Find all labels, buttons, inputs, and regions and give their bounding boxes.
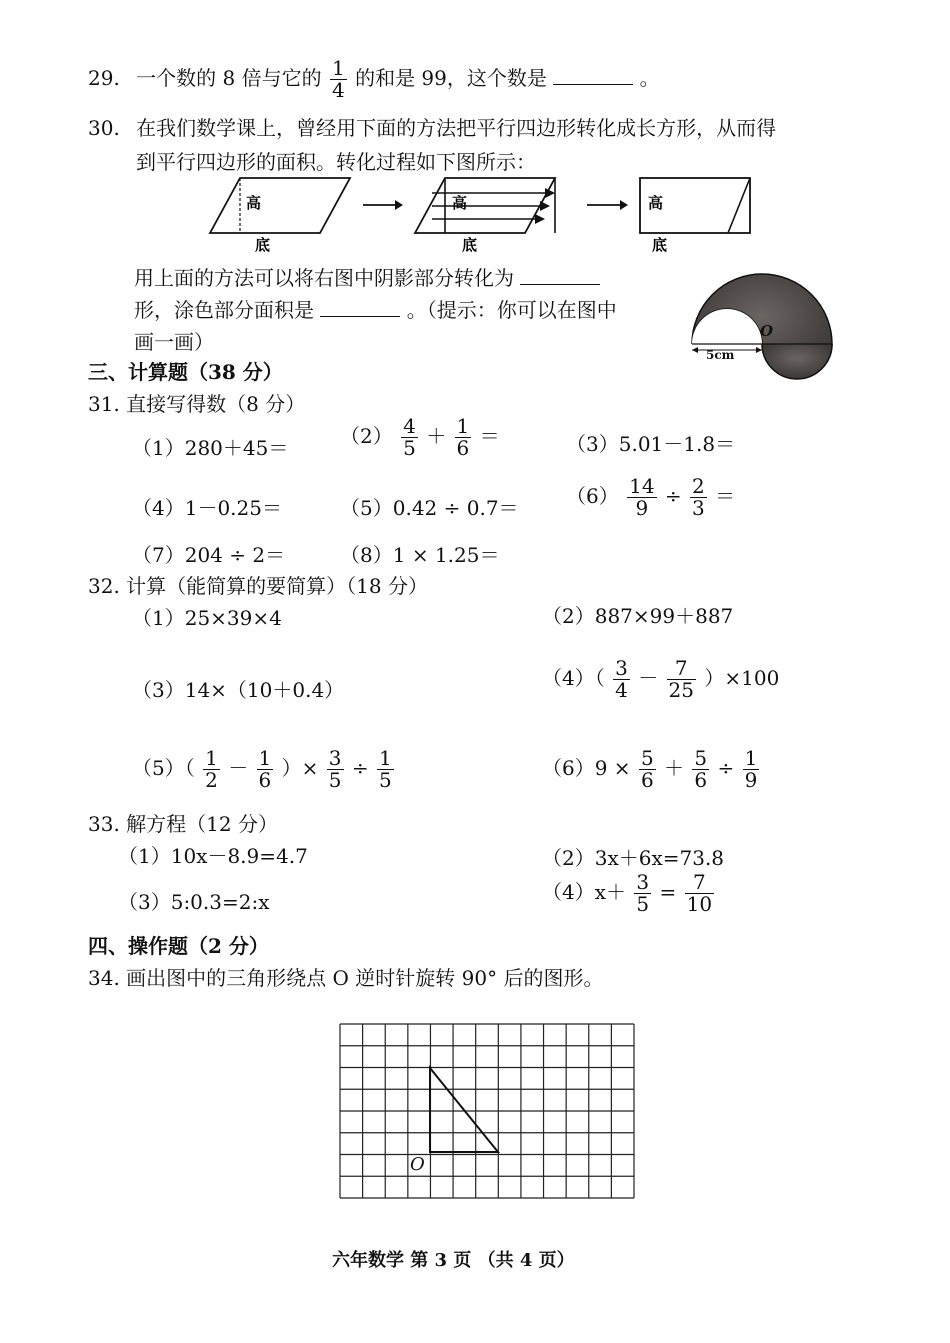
fraction: $\frac{1}{4}$ xyxy=(331,56,345,102)
fraction: $\frac{3}{4}$ xyxy=(615,656,628,702)
height-label: 高 xyxy=(648,194,664,212)
fraction: $\frac{14}{9}$ xyxy=(629,474,655,520)
fraction: $\frac{1}{9}$ xyxy=(744,746,758,792)
q32-item-5: （5）（ $\frac{1}{2}$ － $\frac{1}{6}$ ）× $\frac{3}{5}$ ÷ $\frac{1}{5}$ xyxy=(132,746,392,792)
q33-item-1: （1）10x－8.9=4.7 xyxy=(118,844,308,868)
q32-item-1: （1）25×39×4 xyxy=(132,606,282,630)
base-label: 底 xyxy=(652,236,668,254)
q32-item-3: （3）14×（10＋0.4） xyxy=(132,678,345,702)
fraction: $\frac{1}{2}$ xyxy=(205,746,218,792)
question-29: 29. 一个数的 8 倍与它的 $\frac{1}{4}$ 的和是 99，这个数是 。 xyxy=(88,56,660,102)
q31-item-1: （1）280＋45＝ xyxy=(132,436,289,460)
height-label: 高 xyxy=(246,194,262,212)
answer-blank-area[interactable] xyxy=(320,298,400,317)
answer-blank-shape[interactable] xyxy=(520,266,600,285)
fraction: $\frac{7}{25}$ xyxy=(668,656,694,702)
fraction: $\frac{1}{6}$ xyxy=(258,746,272,792)
answer-blank[interactable] xyxy=(553,66,633,85)
fraction: $\frac{5}{6}$ xyxy=(694,746,708,792)
fraction: $\frac{3}{5}$ xyxy=(636,870,650,916)
q31-item-8: （8）1 × 1.25＝ xyxy=(340,543,500,567)
q31-item-5: （5）0.42 ÷ 0.7＝ xyxy=(340,496,519,520)
question-30-line5: 画一画） xyxy=(134,330,214,354)
q31-item-6: （6） $\frac{14}{9}$ ÷ $\frac{2}{3}$ ＝ xyxy=(566,474,736,520)
fraction: $\frac{1}{6}$ xyxy=(456,414,470,460)
q32-item-6: （6）9 × $\frac{5}{6}$ ＋ $\frac{5}{6}$ ÷ $\frac{1}{9}$ xyxy=(542,746,758,792)
question-34: 34. 画出图中的三角形绕点 O 逆时针旋转 90° 后的图形。 xyxy=(88,966,604,990)
q33-item-4: （4）x＋ $\frac{3}{5}$ = $\frac{7}{10}$ xyxy=(542,870,713,916)
question-30-line2: 到平行四边形的面积。转化过程如下图所示： xyxy=(136,150,536,174)
q31-item-4: （4）1－0.25＝ xyxy=(132,496,282,520)
point-o-label: O xyxy=(410,1154,425,1175)
fraction: $\frac{2}{3}$ xyxy=(692,474,705,520)
question-text: 一个数的 8 倍与它的 xyxy=(136,66,322,90)
height-label: 高 xyxy=(452,194,468,212)
section-title-4: 四、操作题（2 分） xyxy=(88,934,269,958)
q31-item-3: （3）5.01－1.8＝ xyxy=(566,432,736,456)
base-label: 底 xyxy=(462,236,478,254)
q31-item-2: （2） $\frac{4}{5}$ ＋ $\frac{1}{6}$ ＝ xyxy=(340,414,500,460)
question-32-title: 32. 计算（能简算的要简算）（18 分） xyxy=(88,574,428,598)
question-30-line1: 30. 在我们数学课上，曾经用下面的方法把平行四边形转化成长方形，从而得 xyxy=(88,116,777,140)
fraction: $\frac{7}{10}$ xyxy=(686,870,713,916)
question-30-line4: 形，涂色部分面积是 。（提示：你可以在图中 xyxy=(134,298,617,322)
question-number: 29. xyxy=(88,66,120,90)
length-label: 5cm xyxy=(706,348,735,362)
q32-item-4: （4）（ $\frac{3}{4}$ － $\frac{7}{25}$ ）×100 xyxy=(542,656,780,702)
q32-item-2: （2）887×99＋887 xyxy=(542,604,734,628)
question-text: 的和是 99，这个数是 xyxy=(355,66,547,90)
shaded-region-figure xyxy=(684,262,844,382)
question-number: 30. xyxy=(88,116,120,140)
question-33-title: 33. 解方程（12 分） xyxy=(88,812,278,836)
base-label: 底 xyxy=(255,236,271,254)
q31-item-7: （7）204 ÷ 2＝ xyxy=(132,543,286,567)
fraction: $\frac{4}{5}$ xyxy=(403,414,416,460)
page-footer: 六年数学 第 3 页 （共 4 页） xyxy=(332,1250,575,1271)
fraction: $\frac{3}{5}$ xyxy=(328,746,342,792)
question-31-title: 31. 直接写得数（8 分） xyxy=(88,392,306,416)
q33-item-2: （2）3x＋6x=73.8 xyxy=(542,846,725,870)
question-30-line3: 用上面的方法可以将右图中阴影部分转化为 xyxy=(134,262,600,291)
fraction: $\frac{5}{6}$ xyxy=(640,746,654,792)
rotation-grid[interactable] xyxy=(338,1022,638,1200)
section-title-3: 三、计算题（38 分） xyxy=(88,360,283,384)
center-o-label: O xyxy=(760,322,774,340)
parallelogram-conversion-figure xyxy=(200,168,770,258)
triangle-shape xyxy=(430,1068,498,1152)
q33-item-3: （3）5:0.3=2:x xyxy=(118,890,270,914)
fraction: $\frac{1}{5}$ xyxy=(378,746,392,792)
